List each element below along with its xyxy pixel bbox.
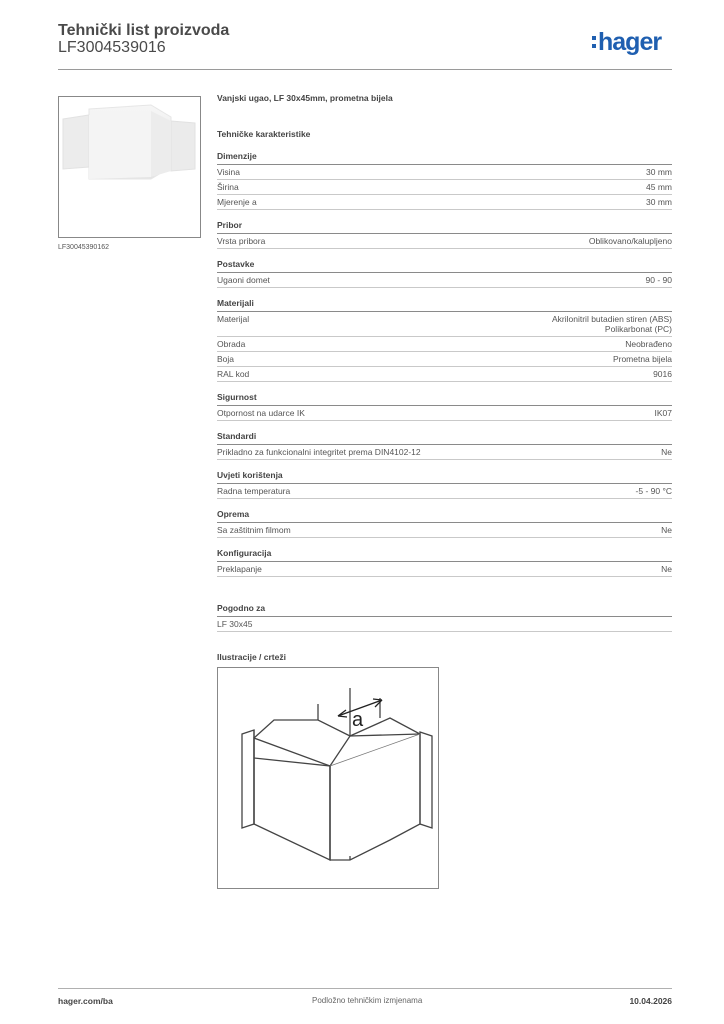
footer-divider (58, 988, 672, 989)
section-title: Postavke (217, 259, 672, 273)
compatible-label: LF 30x45 (217, 619, 253, 629)
spec-row (217, 234, 672, 249)
spec-label: Mjerenje a (217, 197, 257, 207)
spec-value: Oblikovano/kalupljeno (588, 236, 672, 246)
spec-label: Materijal (217, 314, 250, 324)
spec-row (217, 312, 672, 337)
spec-label: Visina (217, 167, 240, 177)
corner-drawing-icon (218, 668, 438, 888)
section-title: Materijali (217, 298, 672, 312)
spec-label: Ugaoni domet (217, 275, 270, 285)
spec-value-multi (552, 314, 672, 334)
spec-section-materials (217, 298, 672, 382)
spec-label: RAL kod (217, 369, 250, 379)
spec-row (217, 273, 672, 288)
product-image-reference: LF30045390162 (58, 244, 109, 251)
spec-value: Akrilonitril butadien stiren (ABS) (552, 314, 672, 324)
spec-row (217, 367, 672, 382)
spec-row (217, 180, 672, 195)
spec-row (217, 445, 672, 460)
spec-value: 30 mm (646, 197, 672, 207)
spec-section-safety (217, 392, 672, 421)
product-description: Vanjski ugao, LF 30x45mm, prometna bijela (217, 93, 393, 103)
hager-logo (592, 28, 661, 57)
specifications-panel (217, 93, 672, 664)
product-photo-icon (59, 97, 200, 237)
spec-row (217, 484, 672, 499)
spec-row (217, 337, 672, 352)
compatible-item (217, 617, 672, 632)
spec-section-settings (217, 259, 672, 288)
footer-date: 10.04.2026 (629, 996, 672, 1006)
spec-row (217, 406, 672, 421)
section-title: Konfiguracija (217, 548, 672, 562)
spec-section-conditions (217, 470, 672, 499)
section-title: Uvjeti korištenja (217, 470, 672, 484)
product-code: LF3004539016 (58, 39, 166, 56)
spec-value: Ne (661, 525, 672, 535)
spec-label: Otpornost na udarce IK (217, 408, 305, 418)
spec-row (217, 165, 672, 180)
section-title: Oprema (217, 509, 672, 523)
spec-row (217, 195, 672, 210)
product-image (58, 96, 201, 238)
spec-value: 9016 (653, 369, 672, 379)
spec-section-dimensions (217, 151, 672, 210)
section-title: Pribor (217, 220, 672, 234)
spec-label: Prikladno za funkcionalni integritet prema DIN4102-12 (217, 447, 421, 457)
spec-section-equipment (217, 509, 672, 538)
spec-label: Sa zaštitnim filmom (217, 525, 291, 535)
footer-notice: Podložno tehničkim izmjenama (312, 996, 423, 1005)
section-title: Dimenzije (217, 151, 672, 165)
spec-value: 45 mm (646, 182, 672, 192)
spec-row (217, 523, 672, 538)
section-title: Standardi (217, 431, 672, 445)
compatible-section (217, 603, 672, 632)
logo-text: hager (598, 28, 662, 56)
spec-section-standards (217, 431, 672, 460)
document-title: Tehnički list proizvoda (58, 22, 230, 39)
spec-value: Neobrađeno (625, 339, 672, 349)
spec-value: 30 mm (646, 167, 672, 177)
spec-label: Širina (217, 182, 239, 192)
dimension-label: a (352, 709, 364, 731)
spec-value: -5 - 90 °C (635, 486, 672, 496)
spec-row (217, 562, 672, 577)
spec-label: Obrada (217, 339, 246, 349)
footer-website-link[interactable]: hager.com/ba (58, 996, 113, 1006)
spec-value: Prometna bijela (612, 354, 672, 364)
technical-drawing (217, 667, 439, 889)
spec-label: Preklapanje (217, 564, 262, 574)
spec-section-accessories (217, 220, 672, 249)
header-divider (58, 69, 672, 70)
section-title: Pogodno za (217, 603, 672, 617)
spec-value: IK07 (654, 408, 672, 418)
spec-row (217, 352, 672, 367)
spec-label: Radna temperatura (217, 486, 291, 496)
spec-value: Polikarbonat (PC) (604, 324, 672, 334)
spec-value: 90 - 90 (645, 275, 672, 285)
spec-value: Ne (661, 447, 672, 457)
technical-characteristics-heading: Tehničke karakteristike (217, 129, 311, 139)
spec-label: Vrsta pribora (217, 236, 266, 246)
spec-label: Boja (217, 354, 235, 364)
illustrations-heading: Ilustracije / crteži (217, 652, 286, 662)
spec-section-configuration (217, 548, 672, 577)
spec-value: Ne (661, 564, 672, 574)
section-title: Sigurnost (217, 392, 672, 406)
